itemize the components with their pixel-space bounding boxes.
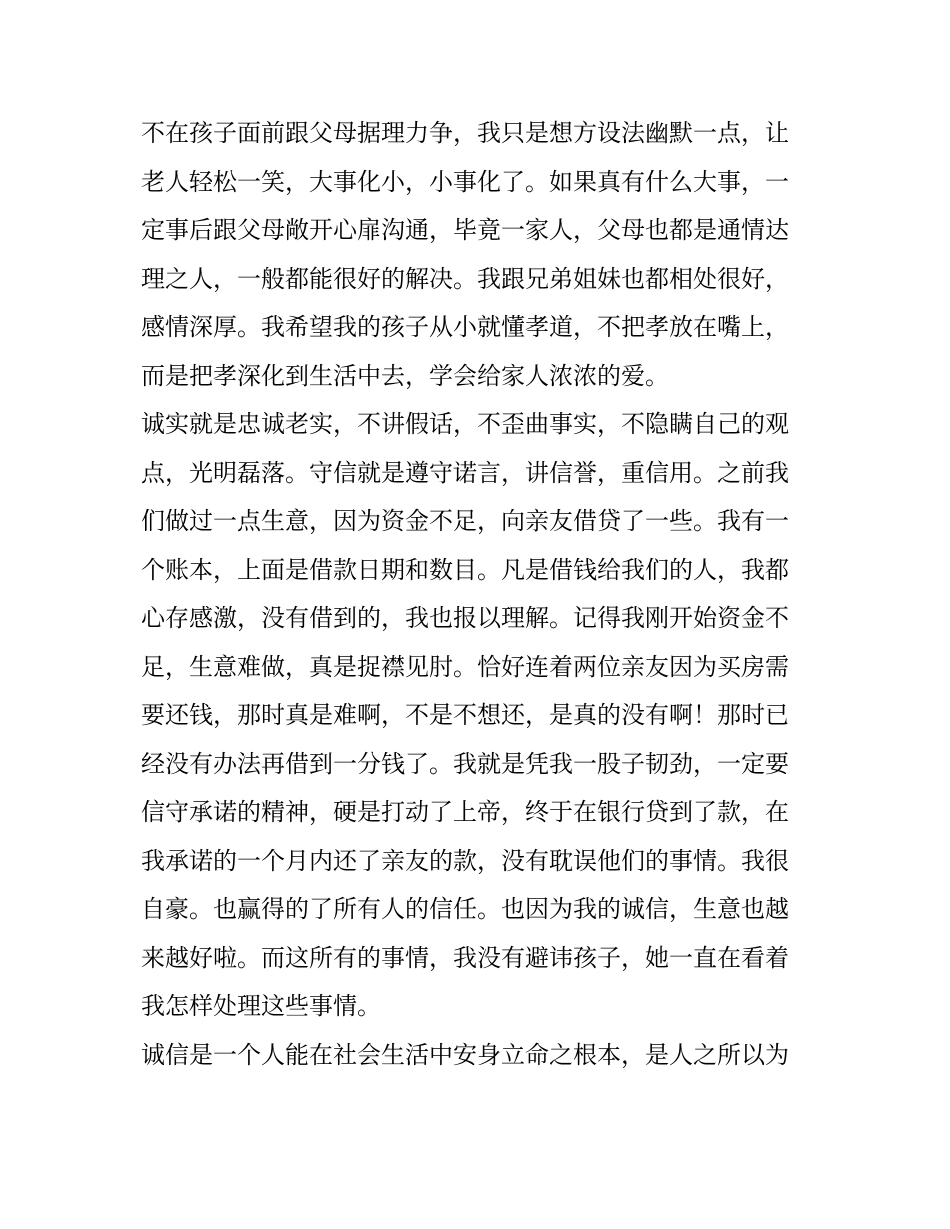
text-line: 点，光明磊落。守信就是遵守诺言，讲信誉，重信用。之前我 bbox=[141, 458, 789, 487]
text-line: 个账本，上面是借款日期和数目。凡是借钱给我们的人，我都 bbox=[141, 555, 789, 584]
text-line: 诚实就是忠诚老实，不讲假话，不歪曲事实，不隐瞒自己的观 bbox=[141, 410, 789, 438]
paragraph-filial-piety bbox=[141, 109, 813, 400]
text-line: 而是把孝深化到生活中去，学会给家人浓浓的爱。 bbox=[141, 361, 669, 390]
text-line: 不在孩子面前跟父母据理力争，我只是想方设法幽默一点，让 bbox=[141, 119, 789, 147]
text-line: 经没有办法再借到一分钱了。我就是凭我一股子韧劲，一定要 bbox=[141, 749, 789, 778]
text-line: 老人轻松一笑，大事化小，小事化了。如果真有什么大事，一 bbox=[141, 167, 789, 196]
text-line: 足，生意难做，真是捉襟见肘。恰好连着两位亲友因为买房需 bbox=[141, 652, 789, 681]
text-line: 我承诺的一个月内还了亲友的款，没有耽误他们的事情。我很 bbox=[141, 846, 789, 875]
text-line: 来越好啦。而这所有的事情，我没有避讳孩子，她一直在看着 bbox=[141, 943, 789, 972]
paragraph-honesty bbox=[141, 400, 813, 1031]
text-line: 要还钱，那时真是难啊，不是不想还，是真的没有啊！那时已 bbox=[141, 701, 789, 729]
text-line: 感情深厚。我希望我的孩子从小就懂孝道，不把孝放在嘴上， bbox=[141, 313, 789, 341]
text-line: 自豪。也赢得的了所有人的信任。也因为我的诚信，生意也越 bbox=[141, 895, 789, 923]
text-line: 们做过一点生意，因为资金不足，向亲友借贷了一些。我有一 bbox=[141, 507, 789, 535]
text-line: 信守承诺的精神，硬是打动了上帝，终于在银行贷到了款，在 bbox=[141, 798, 789, 826]
text-line: 心存感激，没有借到的，我也报以理解。记得我刚开始资金不 bbox=[141, 604, 789, 632]
text-line: 定事后跟父母敞开心扉沟通，毕竟一家人，父母也都是通情达 bbox=[141, 216, 789, 244]
text-line: 诚信是一个人能在社会生活中安身立命之根本，是人之所以为 bbox=[141, 1040, 789, 1069]
text-line: 我怎样处理这些事情。 bbox=[141, 992, 381, 1020]
text-line: 理之人，一般都能很好的解决。我跟兄弟姐妹也都相处很好， bbox=[141, 264, 789, 293]
paragraph-integrity bbox=[141, 1031, 813, 1080]
body-text bbox=[141, 109, 813, 1079]
